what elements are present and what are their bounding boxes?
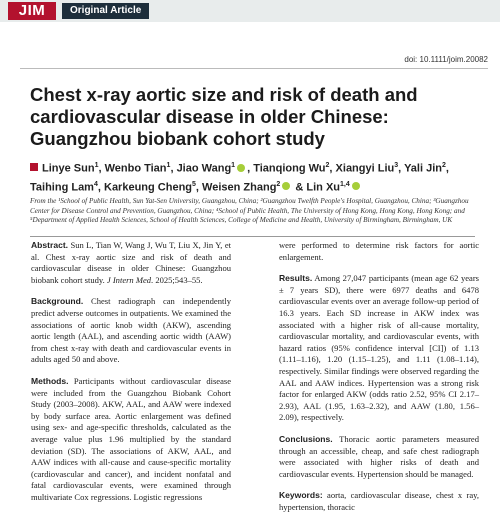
abstract-right-column: [279, 240, 479, 523]
divider: [30, 236, 475, 237]
conclusions-section: [279, 434, 479, 480]
keywords-text: aorta, cardiovascular disease, chest x ray, hypertension, thoracic: [279, 490, 479, 512]
author-list: [30, 158, 475, 195]
author-affiliation-sup: 2: [325, 162, 330, 169]
background-label: Background.: [31, 296, 84, 307]
article-title: Chest x-ray aortic size and risk of death and cardiovascular disease in older Chinese: Guangzhou biobank cohort study: [30, 84, 418, 149]
author-separator: &: [292, 181, 307, 194]
abstract-label: Abstract.: [31, 240, 69, 250]
divider: [20, 68, 488, 69]
orcid-icon[interactable]: [282, 182, 290, 190]
author-name[interactable]: Weisen Zhang: [202, 181, 277, 194]
results-label: Results.: [279, 273, 313, 284]
author-affiliation-sup: 1,4: [340, 180, 350, 188]
background-text: Chest radiograph can independently predict adverse outcomes in outpatients. We examined the associations of aortic knob width (AKW), ascending aortic length (AAL), and ascending aortic width (AAW) from chest x-ray with death and cardiovascular events in adults aged 50 and above.: [31, 296, 231, 365]
conclusions-text: Thoracic aortic parameters measured through an accessible, cheap, and safe chest radiograph were associated with higher risks of death and cardiovascular events. Hypertension should be managed.: [279, 433, 479, 479]
keywords-section: [279, 490, 479, 513]
author-bullet: [30, 163, 38, 171]
methods-text: Participants without cardiovascular disease were included from the Guangzhou Biobank Cohort Study (2003–2008). AKW, AAL, and AAW were indexed by body surface area. Aortic enlargement was defined using sex- and age-specific thresholds, calculated as the average value plus 1.96 multiplied by the standard deviation (SD). The associations of AKW, AAL, and AAW indices with all-cause and cause-specific mortality (cardiovascular and cancer), and incident nonfatal and fatal cardiovascular events, were examined through multivariate Cox regressions. Logistic regressions: [31, 375, 231, 502]
author-separator: ,: [195, 181, 203, 194]
author-affiliation-sup: 4: [93, 180, 98, 188]
author-name[interactable]: Wenbo Tian: [104, 162, 167, 175]
author-name[interactable]: Taihing Lam: [30, 181, 94, 194]
background-section: [31, 296, 231, 366]
abstract-left-column: [31, 240, 231, 513]
author-affiliation-sup: 1: [94, 162, 99, 169]
author-separator: ,: [170, 162, 177, 175]
author-affiliation-sup: 2: [441, 162, 446, 169]
orcid-icon[interactable]: [237, 164, 245, 172]
journal-logo: JIM: [8, 2, 56, 20]
author-name[interactable]: Yali Jin: [404, 162, 442, 175]
author-name[interactable]: Linye Sun: [42, 162, 95, 175]
author-separator: ,: [247, 162, 254, 175]
conclusions-label: Conclusions.: [279, 433, 333, 444]
results-section: [279, 273, 479, 424]
abstract-citation: Abstract. Sun L, Tian W, Wang J, Wu T, Liu X, Jin Y, et al. Chest x-ray aortic size and risk of death and cardiovascular disease in older Chinese: Guangzhou biobank cohort study. J Intern Med. 2025;543–55.: [31, 240, 231, 285]
author-separator: ,: [398, 162, 405, 175]
author-affiliation-sup: 3: [394, 162, 399, 169]
author-name[interactable]: Tianqiong Wu: [253, 162, 326, 175]
keywords-label: Keywords:: [279, 490, 323, 501]
author-separator: ,: [98, 162, 105, 175]
author-separator: ,: [445, 162, 449, 175]
methods-continued: were performed to determine risk factors for aortic enlargement.: [279, 240, 479, 262]
results-text: Among 27,047 participants (mean age 62 years ± 7 years SD), there were 6977 deaths and 6478 cardiovascular events over an average follow-up period of 16.3 years. Each SD increase in AKW index was associated with a higher risk of all-cause mortality, cardiovascular mortality, and cardiovascular events, with hazard ratios (95% confidence interval [CI]) of 1.13 (1.11–1.16), 1.20 (1.15–1.25), and 1.11 (1.08–1.14), respectively. Similar findings were observed regarding the AAL and AAW indices. Hypertension was a strong risk factor for enlarged AKW (odds ratio 2.52, 95% CI 2.17–2.93), AAL (1.95, 1.63–2.32), and AAW (1.80, 1.56–2.09), respectively.: [279, 273, 479, 423]
author-affiliation-sup: 1: [166, 162, 171, 169]
author-affiliation-sup: 5: [192, 180, 196, 188]
journal-name: J Intern Med: [106, 274, 152, 285]
doi-link[interactable]: doi: 10.1111/joim.20082: [404, 55, 488, 64]
article-type-label: Original Article: [62, 3, 149, 19]
methods-label: Methods.: [31, 375, 69, 386]
author-name[interactable]: Lin Xu: [306, 181, 340, 194]
author-name[interactable]: Xiangyi Liu: [335, 162, 395, 175]
author-name[interactable]: Jiao Wang: [176, 162, 232, 175]
author-separator: ,: [329, 162, 336, 175]
author-affiliation-sup: 2: [276, 180, 281, 188]
author-affiliation-sup: 1: [231, 162, 236, 169]
orcid-icon[interactable]: [352, 182, 360, 190]
affiliations: From the ¹School of Public Health, Sun Yat-Sen University, Guangzhou, China; ²Guangzhou Twelfth People's Hospital, Guangzhou, China; ³Guangzhou Center for Disease Control and Prevention, Guangzhou, China; ⁴School of Public Health, The University of Hong Kong, Hong Kong, Hong Kong; and ⁵Department of Applied Health Sciences, School of Health Sciences, College of Medicine and Health, University of Birmingham, Birmingham, UK: [30, 197, 469, 224]
author-name[interactable]: Karkeung Cheng: [104, 181, 193, 194]
author-separator: ,: [97, 181, 104, 194]
methods-section: [31, 376, 231, 504]
